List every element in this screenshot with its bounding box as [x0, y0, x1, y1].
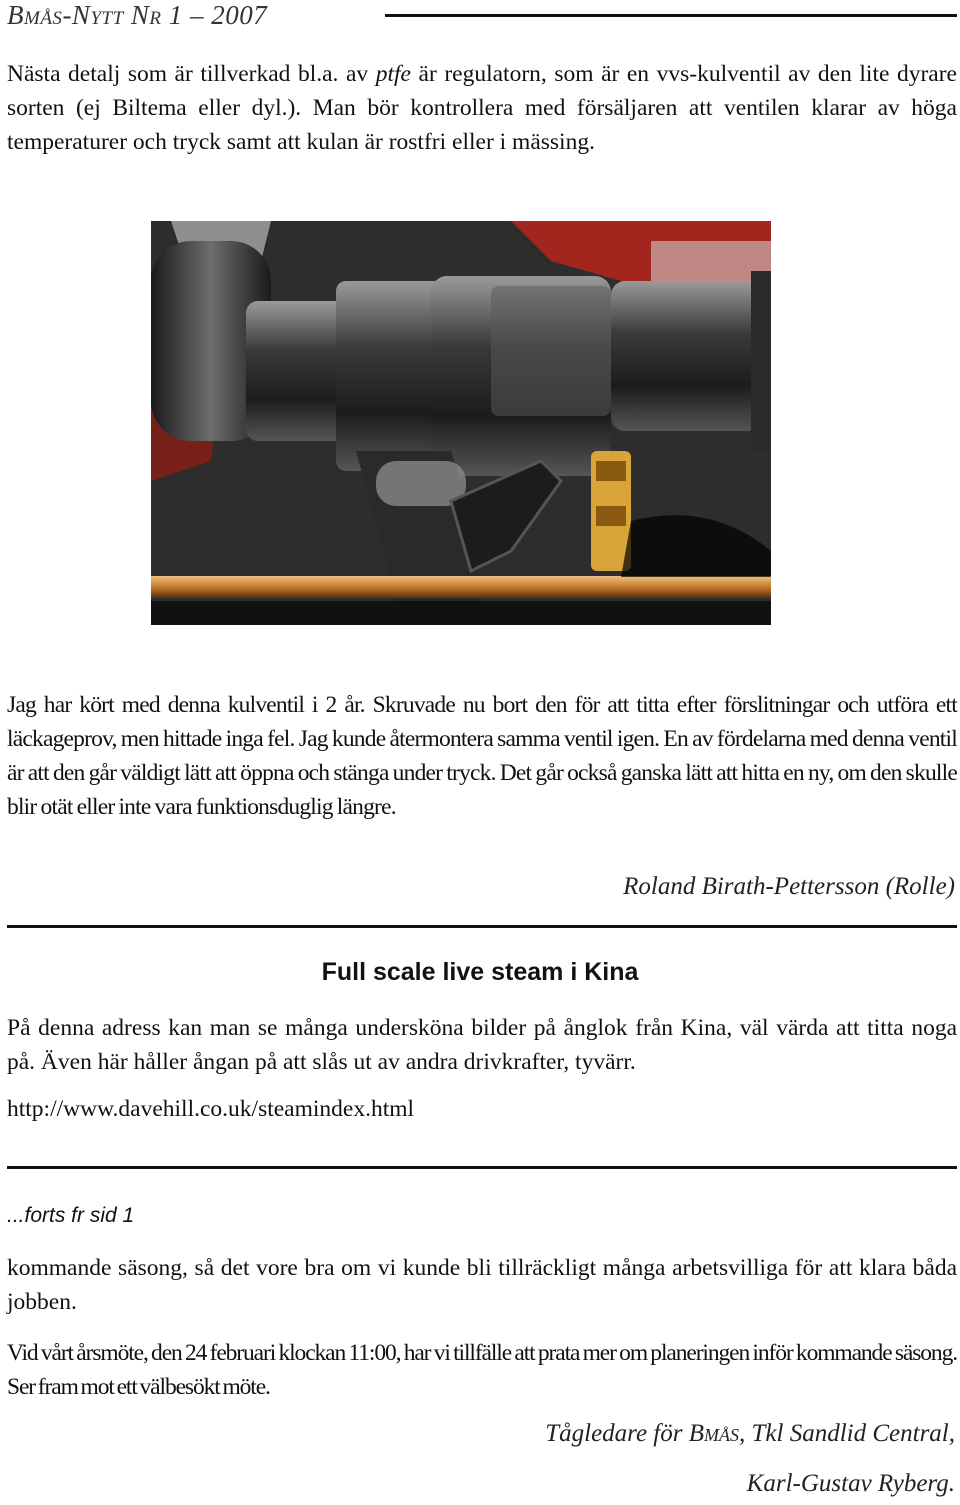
copper-tube [151, 576, 771, 598]
section-divider-1 [7, 925, 957, 928]
steam-index-link[interactable]: http://www.davehill.co.uk/steamindex.html [7, 1096, 415, 1122]
season-paragraph: kommande säsong, så det vore bra om vi kunde bli tillräckligt många arbetsvilliga för att klara båda jobben. [7, 1255, 957, 1315]
section-divider-2 [7, 1166, 957, 1169]
experience-paragraph: Jag har kört med denna kulventil i 2 år. Skruvade nu bort den för att titta efter förslitningar och utföra ett läckageprov, men hittade inga fel. Jag kunde återmontera samma ventil igen. En av fördelarna med denna ventil är att den går väldigt lätt att öppna och stänga under tryck. Det går också ganska lätt att hitta en ny, om den skulle blir otät eller inte vara funktionsduglig längre. [7, 692, 957, 820]
author-signature-rolle: Roland Birath-Pettersson (Rolle) [623, 873, 955, 900]
header-rule [385, 14, 957, 17]
continued-from-page-1: ...forts fr sid 1 [7, 1204, 135, 1227]
article-heading-steam-china: Full scale live steam i Kina [321, 958, 639, 986]
newsletter-title: BMÅS-NYTT NR 1 – 2007 [7, 0, 268, 30]
author-signature-title: Tågledare för BMÅS, Tkl Sandlid Central, [545, 1420, 955, 1447]
intro-paragraph: Nästa detalj som är tillverkad bl.a. av ptfe är regulatorn, som är en vvs-kulventil av den lite dyrare sorten (ej Biltema eller dyl.). Man bör kontrollera med försäljaren att ventilen klarar av höga temperaturer och tryck samt att kulan är rostfri eller i mässing. [7, 61, 957, 155]
author-signature-name: Karl-Gustav Ryberg. [746, 1470, 955, 1497]
annual-meeting-paragraph: Vid vårt årsmöte, den 24 februari klockan 11:00, har vi tillfälle att prata mer om planeringen inför kommande säsong. Ser fram mot ett välbesökt möte. [7, 1340, 957, 1400]
ball-valve-photo [151, 221, 771, 625]
steam-china-paragraph: På denna adress kan man se många undersköna bilder på ånglok från Kina, väl värda att titta noga på. Även här håller ångan på att slås ut av andra drivkrafter, tyvärr. [7, 1015, 957, 1075]
